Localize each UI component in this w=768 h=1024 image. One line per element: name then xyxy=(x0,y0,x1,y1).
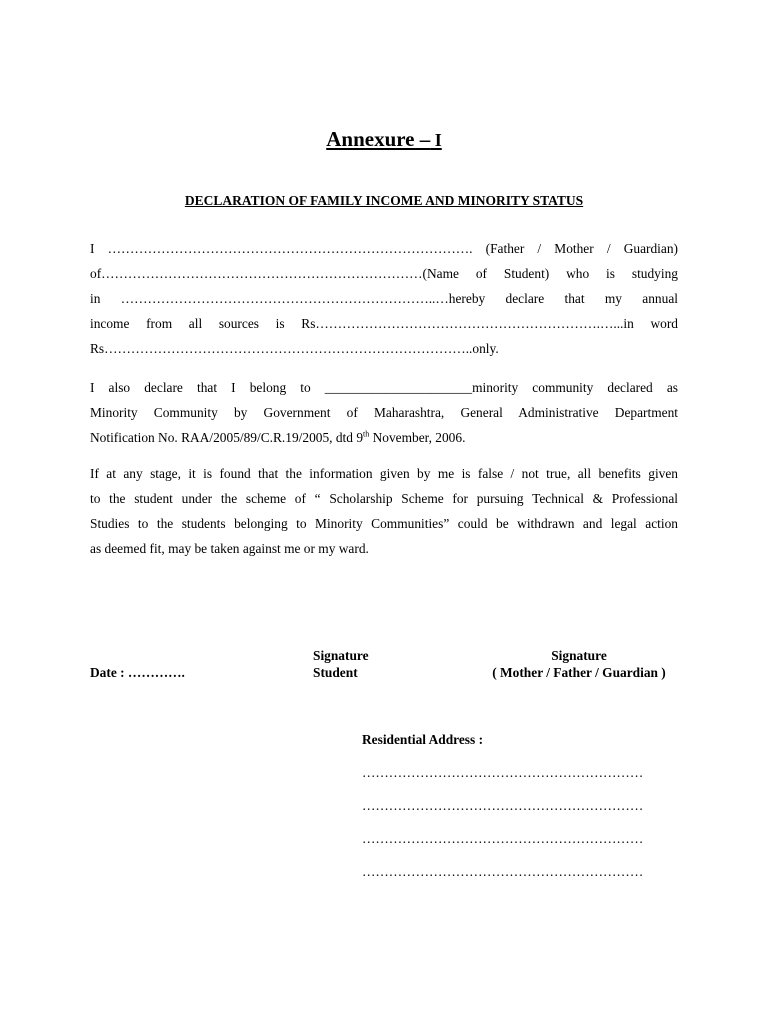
date-field: Date : …………. xyxy=(90,665,185,680)
declaration-paragraph-1 xyxy=(90,236,678,361)
student-signature-label: Signature xyxy=(313,648,369,663)
address-line-1: ……………………………………………………… xyxy=(362,765,644,780)
address-line-2: ……………………………………………………… xyxy=(362,798,644,813)
para2-line-2: Minority Community by Government of Maharashtra, General Administrative Department xyxy=(90,405,678,420)
para2-line-3-sup: th xyxy=(363,429,370,439)
declaration-paragraph-2 xyxy=(90,375,678,450)
para1-line-2: of………………………………………………………………(Name of Student) who is studying xyxy=(90,266,678,281)
parent-label: ( Mother / Father / Guardian ) xyxy=(492,665,666,680)
para2-line-1: I also declare that I belong to ______________________minority community declared as xyxy=(90,380,678,395)
student-label: Student xyxy=(313,665,358,680)
para1-line-1: I ………………………………………………………………………. (Father / Mother / Guardian) xyxy=(90,241,678,256)
para3-line-2: to the student under the scheme of “ Scholarship Scheme for pursuing Technical & Professional xyxy=(90,491,678,506)
parent-signature-block xyxy=(480,647,678,681)
student-signature-block xyxy=(313,647,369,681)
parent-signature-label: Signature xyxy=(551,648,607,663)
declaration-paragraph-3 xyxy=(90,461,678,561)
title-main: Annexure – xyxy=(326,127,431,151)
address-line-3: ……………………………………………………… xyxy=(362,831,644,846)
address-line-4: ……………………………………………………… xyxy=(362,864,644,879)
residential-address-label: Residential Address : xyxy=(362,732,484,747)
para2-line-3-post: November, 2006. xyxy=(369,430,466,445)
para1-line-3: in ……………………………………………………………..…hereby declare that my annual xyxy=(90,291,678,306)
title-suffix: I xyxy=(430,130,442,150)
para3-line-3: Studies to the students belonging to Minority Communities” could be withdrawn and legal action xyxy=(90,516,678,531)
page-title xyxy=(0,127,768,152)
para2-line-3-pre: Notification No. RAA/2005/89/C.R.19/2005, dtd 9 xyxy=(90,430,364,445)
para3-line-4: as deemed fit, may be taken against me or my ward. xyxy=(90,541,369,556)
para1-line-4: income from all sources is Rs……………………………………………………….…...in word xyxy=(90,316,678,331)
para1-line-5: Rs………………………………………………………………………..only. xyxy=(90,341,499,356)
para3-line-1: If at any stage, it is found that the information given by me is false / not true, all benefits given xyxy=(90,466,678,481)
document-subtitle: DECLARATION OF FAMILY INCOME AND MINORITY STATUS xyxy=(184,193,584,208)
para2-line-3 xyxy=(90,425,678,450)
